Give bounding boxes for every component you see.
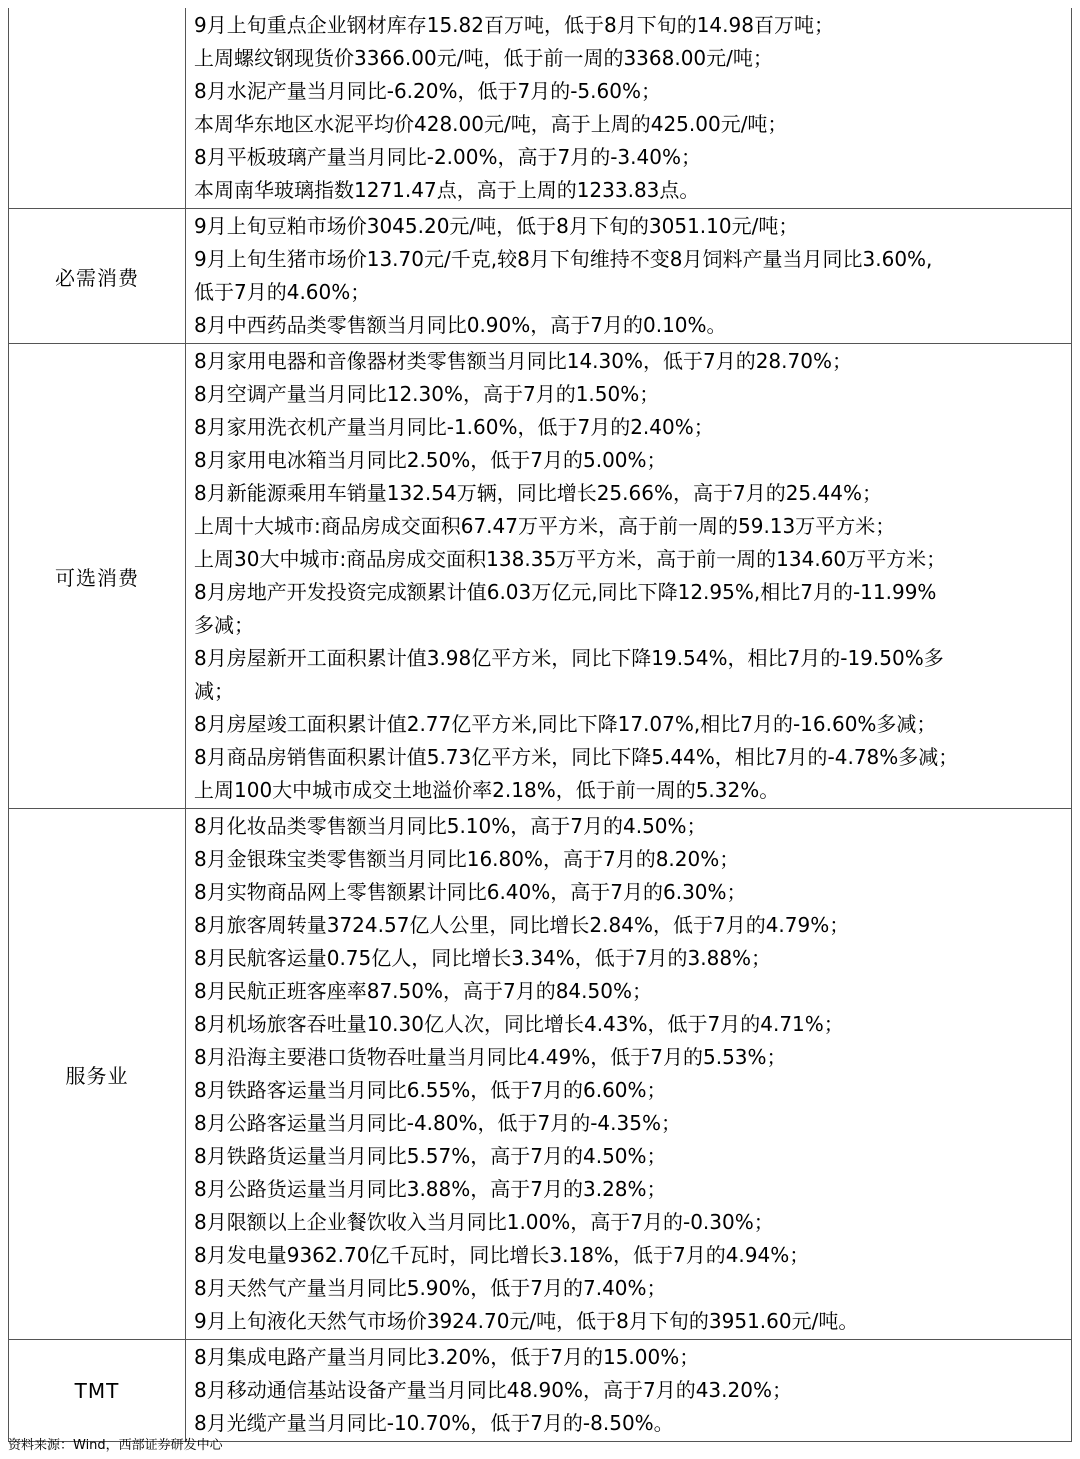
indicator-line: 8月商品房销售面积累计值5.73亿平方米，同比下降5.44%，相比7月的-4.78%多减； (194, 745, 959, 769)
table-body (9, 8, 1072, 1442)
source-note: 资料来源：Wind，西部证券研发中心 (8, 1438, 223, 1453)
category-cell: 必需消费 (9, 209, 186, 344)
indicator-line: 8月旅客周转量3724.57亿人公里，同比增长2.84%，低于7月的4.79%； (194, 913, 850, 937)
indicator-line: 8月金银珠宝类零售额当月同比16.80%，高于7月的8.20%； (194, 847, 740, 871)
indicator-line: 8月房地产开发投资完成额累计值6.03万亿元,同比下降12.95%,相比7月的-11.99% (194, 580, 937, 604)
indicator-line: 8月平板玻璃产量当月同比-2.00%，高于7月的-3.40%； (194, 145, 701, 169)
content-cell (186, 8, 1072, 209)
indicator-line: 8月家用电器和音像器材类零售额当月同比14.30%，低于7月的28.70%； (194, 349, 852, 373)
indicator-line: 8月发电量9362.70亿千瓦时，同比增长3.18%，低于7月的4.94%； (194, 1243, 810, 1267)
indicator-line: 8月新能源乘用车销量132.54万辆，同比增长25.66%，高于7月的25.44%； (194, 481, 882, 505)
indicator-line: 上周十大城市:商品房成交面积67.47万平方米，高于前一周的59.13万平方米； (194, 514, 896, 538)
indicator-line: 8月铁路货运量当月同比5.57%，高于7月的4.50%； (194, 1144, 667, 1168)
category-cell: TMT (9, 1340, 186, 1442)
indicator-line: 8月实物商品网上零售额累计同比6.40%，高于7月的6.30%； (194, 880, 747, 904)
indicator-line: 8月沿海主要港口货物吞吐量当月同比4.49%，低于7月的5.53%； (194, 1045, 787, 1069)
indicator-line: 8月房屋新开工面积累计值3.98亿平方米，同比下降19.54%，相比7月的-19.50%多 (194, 646, 944, 670)
indicator-line: 8月限额以上企业餐饮收入当月同比1.00%，高于7月的-0.30%； (194, 1210, 774, 1234)
indicator-line: 8月移动通信基站设备产量当月同比48.90%，高于7月的43.20%； (194, 1378, 792, 1402)
content-cell (186, 809, 1072, 1340)
indicator-line: 8月铁路客运量当月同比6.55%，低于7月的6.60%； (194, 1078, 667, 1102)
indicator-line: 8月水泥产量当月同比-6.20%，低于7月的-5.60%； (194, 79, 661, 103)
content-cell (186, 344, 1072, 809)
indicator-line: 上周100大中城市成交土地溢价率2.18%，低于前一周的5.32%。 (194, 778, 780, 802)
table-row (9, 1340, 1072, 1442)
indicator-line: 本周华东地区水泥平均价428.00元/吨，高于上周的425.00元/吨； (194, 112, 788, 136)
data-table (8, 8, 1072, 1442)
indicator-line: 8月空调产量当月同比12.30%，高于7月的1.50%； (194, 382, 660, 406)
indicator-line: 低于7月的4.60%； (194, 280, 371, 304)
indicator-line: 8月民航客运量0.75亿人，同比增长3.34%，低于7月的3.88%； (194, 946, 772, 970)
indicator-line: 8月机场旅客吞吐量10.30亿人次，同比增长4.43%，低于7月的4.71%； (194, 1012, 844, 1036)
category-cell: 服务业 (9, 809, 186, 1340)
table-row (9, 809, 1072, 1340)
indicator-line: 9月上旬豆粕市场价3045.20元/吨，低于8月下旬的3051.10元/吨； (194, 214, 799, 238)
content-cell (186, 209, 1072, 344)
indicator-line: 8月中西药品类零售额当月同比0.90%，高于7月的0.10%。 (194, 313, 727, 337)
content-cell (186, 1340, 1072, 1442)
indicator-line: 8月光缆产量当月同比-10.70%，低于7月的-8.50%。 (194, 1411, 674, 1435)
indicator-line: 9月上旬重点企业钢材库存15.82百万吨，低于8月下旬的14.98百万吨； (194, 13, 834, 37)
indicator-line: 上周30大中城市:商品房成交面积138.35万平方米，高于前一周的134.60万平方米； (194, 547, 947, 571)
indicator-line: 8月集成电路产量当月同比3.20%，低于7月的15.00%； (194, 1345, 700, 1369)
indicator-line: 本周南华玻璃指数1271.47点，高于上周的1233.83点。 (194, 178, 700, 202)
indicator-line: 8月公路货运量当月同比3.88%，高于7月的3.28%； (194, 1177, 667, 1201)
indicator-line: 8月公路客运量当月同比-4.80%，低于7月的-4.35%； (194, 1111, 681, 1135)
indicator-line: 8月民航正班客座率87.50%，高于7月的84.50%； (194, 979, 652, 1003)
indicator-line: 多减； (194, 613, 254, 637)
table-row (9, 8, 1072, 209)
indicator-line: 8月化妆品类零售额当月同比5.10%，高于7月的4.50%； (194, 814, 707, 838)
indicator-line: 8月家用电冰箱当月同比2.50%，低于7月的5.00%； (194, 448, 667, 472)
table-row (9, 344, 1072, 809)
indicator-line: 8月家用洗衣机产量当月同比-1.60%，低于7月的2.40%； (194, 415, 714, 439)
indicator-line: 减； (194, 679, 234, 703)
category-cell: 可选消费 (9, 344, 186, 809)
indicator-line: 9月上旬液化天然气市场价3924.70元/吨，低于8月下旬的3951.60元/吨。 (194, 1309, 859, 1333)
indicator-line: 8月天然气产量当月同比5.90%，低于7月的7.40%； (194, 1276, 667, 1300)
indicator-line: 8月房屋竣工面积累计值2.77亿平方米,同比下降17.07%,相比7月的-16.60%多减； (194, 712, 937, 736)
category-cell (9, 8, 186, 209)
indicator-line: 上周螺纹钢现货价3366.00元/吨，低于前一周的3368.00元/吨； (194, 46, 773, 70)
indicator-line: 9月上旬生猪市场价13.70元/千克,较8月下旬维持不变8月饲料产量当月同比3.60%, (194, 247, 933, 271)
table-row (9, 209, 1072, 344)
